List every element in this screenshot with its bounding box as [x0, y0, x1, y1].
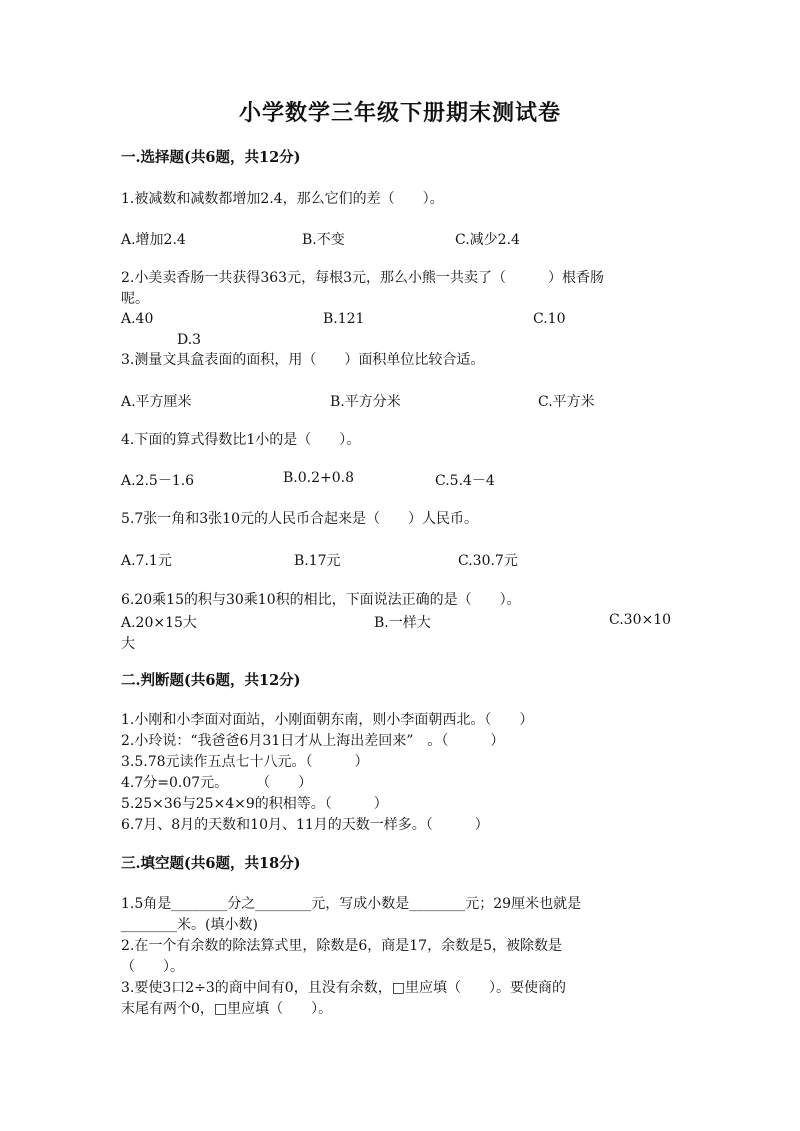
option-a: A.40: [121, 311, 154, 327]
fill-item: 末尾有两个0，□里应填（ ）。: [121, 1001, 333, 1017]
option-d: D.3: [177, 332, 202, 348]
section-heading-choice: 一.选择题(共6题，共12分): [121, 149, 301, 166]
option-b: B.0.2+0.8: [283, 470, 354, 486]
option-b: B.平方分米: [330, 394, 401, 410]
judge-item: 5.25×36与25×4×9的积相等。（ ）: [121, 796, 388, 812]
section-heading-judge: 二.判断题(共6题，共12分): [121, 672, 301, 689]
option-b: B.121: [323, 311, 365, 327]
option-b: B.不变: [302, 232, 345, 248]
option-a: A.7.1元: [121, 553, 172, 569]
option-a-cont: 大: [121, 636, 135, 652]
judge-item: 1.小刚和小李面对面站，小刚面朝东南，则小李面朝西北。（ ）: [121, 712, 534, 728]
question-text-cont: 呢。: [121, 291, 149, 307]
option-a: A.20×15大: [121, 615, 197, 631]
page-title: 小学数学三年级下册期末测试卷: [238, 100, 561, 126]
option-c: C.30.7元: [458, 553, 518, 569]
option-a: A.平方厘米: [121, 394, 192, 410]
fill-item: 3.要使3口2÷3的商中间有0，且没有余数，□里应填（ ）。要使商的: [121, 980, 566, 996]
judge-item: 4.7分=0.07元。 （ ）: [121, 775, 313, 791]
question-text: 2.小美卖香肠一共获得363元，每根3元，那么小熊一共卖了（ ）根香肠: [121, 270, 604, 286]
question-text: 6.20乘15的积与30乘10积的相比，下面说法正确的是（ ）。: [121, 592, 521, 608]
section-heading-fill: 三.填空题(共6题，共18分): [121, 855, 301, 872]
option-a: A.2.5－1.6: [121, 473, 195, 489]
option-c: C.10: [533, 311, 566, 327]
judge-item: 3.5.78元读作五点七十八元。（ ）: [121, 754, 369, 770]
fill-item: 1.5角是________分之________元，写成小数是________元；29厘米也就是: [121, 896, 582, 912]
option-a: A.增加2.4: [121, 232, 186, 248]
option-b: B.17元: [294, 553, 341, 569]
question-text: 5.7张一角和3张10元的人民币合起来是（ ）人民币。: [121, 511, 478, 527]
option-c: C.平方米: [538, 394, 595, 410]
fill-item: 2.在一个有余数的除法算式里，除数是6，商是17，余数是5，被除数是: [121, 938, 562, 954]
fill-item: （ ）。: [121, 959, 184, 975]
fill-item: ________米。(填小数): [121, 917, 258, 933]
option-c: C.5.4－4: [435, 473, 495, 489]
option-b: B.一样大: [374, 615, 431, 631]
option-c: C.减少2.4: [455, 232, 520, 248]
question-text: 1.被减数和减数都增加2.4，那么它们的差（ ）。: [121, 191, 444, 207]
judge-item: 6.7月、8月的天数和10月、11月的天数一样多。（ ）: [121, 817, 489, 833]
question-text: 3.测量文具盒表面的面积，用（ ）面积单位比较合适。: [121, 352, 485, 368]
option-c: C.30×10: [609, 612, 672, 628]
judge-item: 2.小玲说：“我爸爸6月31日才从上海出差回来” 。（ ）: [121, 733, 505, 749]
question-text: 4.下面的算式得数比1小的是（ ）。: [121, 432, 361, 448]
